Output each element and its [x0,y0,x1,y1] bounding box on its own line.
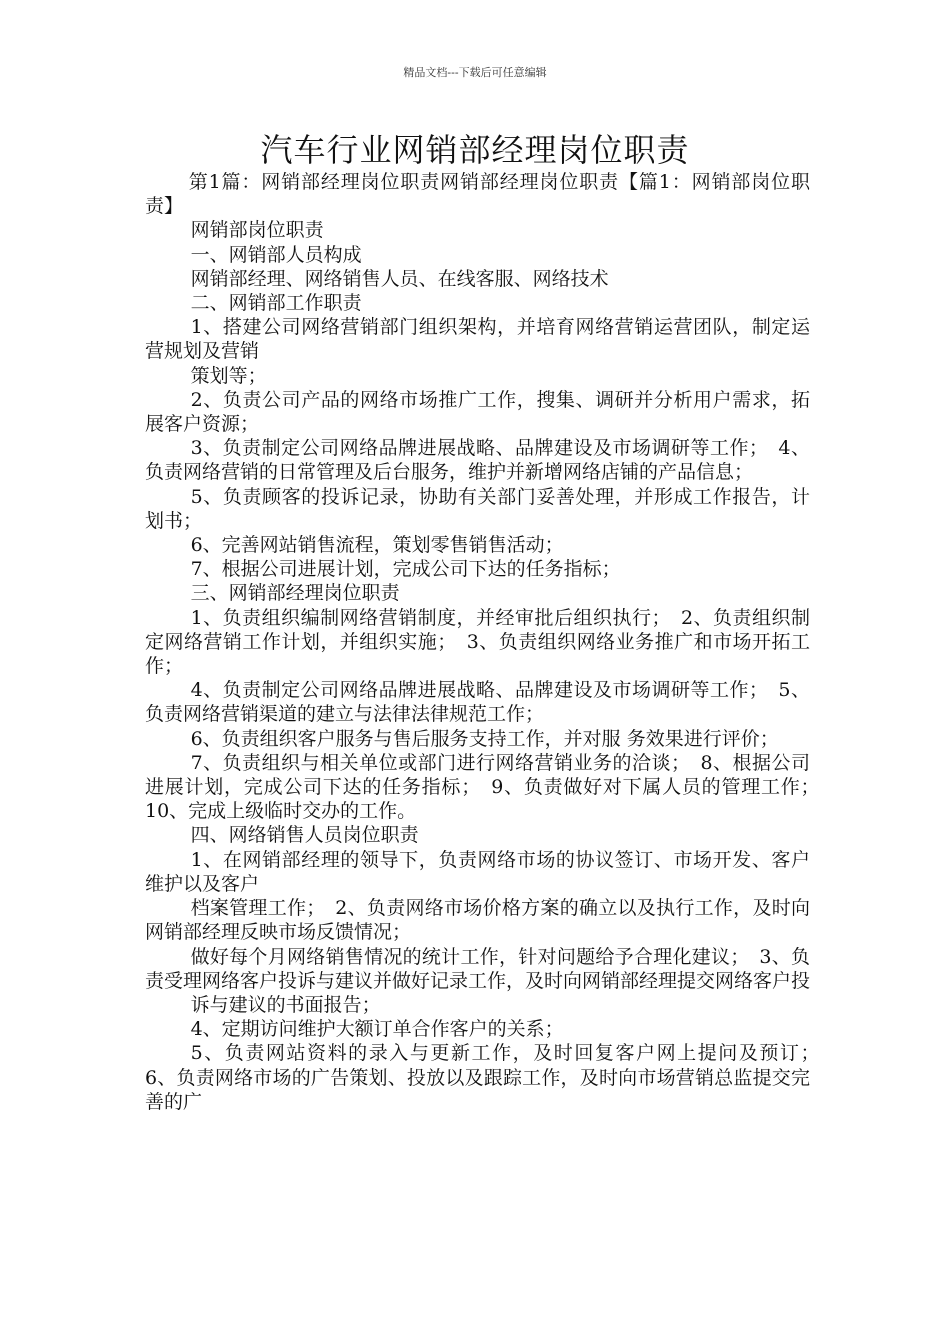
body-paragraph: 网销部经理、网络销售人员、在线客服、网络技术 [190,267,609,290]
header-watermark: 精品文档---下载后可任意编辑 [403,66,547,79]
body-paragraph: 诉与建议的书面报告； [190,993,381,1016]
body-paragraph: 4、定期访问维护大额订单合作客户的关系； [190,1018,564,1041]
body-paragraph: 2、负责公司产品的网络市场推广工作，搜集、调研并分析用户需求，拓展客户资源； [145,388,810,436]
body-paragraph: 做好每个月网络销售情况的统计工作，针对问题给予合理化建议； 3、负责受理网络客户投诉与建议并做好记录工作，及时向网销部经理提交网络客户投 [145,945,811,992]
body-paragraph: 策划等； [190,364,267,387]
section-heading: 三、网销部经理岗位职责 [190,582,400,605]
document-body [145,170,830,1114]
body-paragraph: 1、负责组织编制网络营销制度，并经审批后组织执行； 2、负责组织制定网络营销工作计划，并组织实施； 3、负责组织网络业务推广和市场开拓工作； [145,606,810,678]
body-paragraph: 3、负责制定公司网络品牌进展战略、品牌建设及市场调研等工作； 4、负责网络营销的日常管理及后台服务，维护并新增网络店铺的产品信息； [145,437,810,484]
body-paragraph: 1、在网销部经理的领导下，负责网络市场的协议签订、市场开发、客户维护以及客户 [145,848,810,895]
section-heading: 四、网络销售人员岗位职责 [190,824,419,847]
section-heading: 一、网销部人员构成 [190,243,362,266]
body-paragraph: 第1篇：网销部经理岗位职责网销部经理岗位职责【篇1：网销部岗位职责】 [145,171,810,218]
body-paragraph: 1、搭建公司网络营销部门组织架构，并培育网络营销运营团队，制定运营规划及营销 [145,316,810,363]
body-paragraph: 档案管理工作； 2、负责网络市场价格方案的确立以及执行工作，及时向网销部经理反映市场反馈情况； [145,897,810,944]
body-paragraph: 网销部岗位职责 [190,219,324,242]
body-paragraph: 7、负责组织与相关单位或部门进行网络营销业务的洽谈； 8、根据公司进展计划，完成公司下达的任务指标； 9、负责做好对下属人员的管理工作； 10、完成上级临时交办的工作。 [145,751,830,823]
body-paragraph: 6、负责组织客户服务与售后服务支持工作，并对服 务效果进行评价； [190,727,779,750]
document-title: 汽车行业网销部经理岗位职责 [260,131,690,169]
body-paragraph: 6、完善网站销售流程，策划零售销售活动； [190,534,564,557]
body-paragraph: 5、负责网站资料的录入与更新工作，及时回复客户网上提问及预订； 6、负责网络市场的广告策划、投放以及跟踪工作，及时向市场营销总监提交完善的广 [145,1042,830,1113]
body-paragraph: 5、负责顾客的投诉记录，协助有关部门妥善处理，并形成工作报告，计划书； [145,485,810,532]
body-paragraph: 7、根据公司进展计划，完成公司下达的任务指标； [190,558,621,581]
body-paragraph: 4、负责制定公司网络品牌进展战略、品牌建设及市场调研等工作； 5、负责网络营销渠道的建立与法律法律规范工作； [145,679,810,726]
section-heading: 二、网销部工作职责 [190,292,362,315]
